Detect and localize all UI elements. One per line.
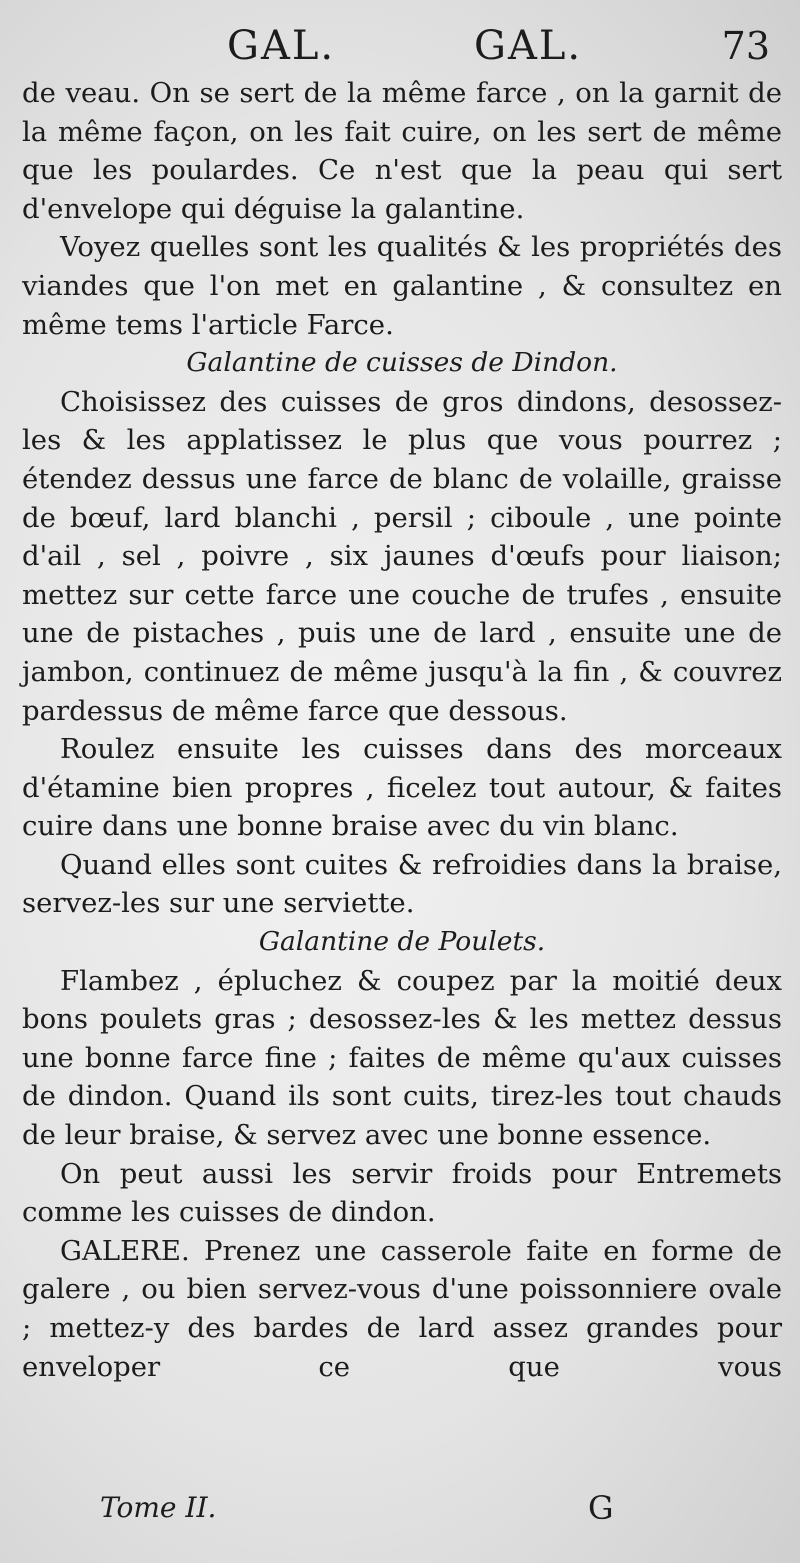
page-body [22,74,782,1386]
running-header [22,18,786,74]
section-title: Galantine de cuisses de Dindon. [186,347,618,379]
paragraph-continued: de veau. On se sert de la même farce , on la garnit de la même façon, on les fait cuire, on les sert de même que les poulardes. Ce n'est que la peau qui sert d'envelope qui déguise la galantine. [22,77,782,225]
paragraph: Roulez ensuite les cuisses dans des morceaux d'étamine bien propres , ficelez tout autour, & faites cuire dans une bonne braise avec du vin blanc. [22,733,782,843]
gathering-mark: G [588,1489,614,1527]
section-title: Galantine de Poulets. [258,926,546,958]
paragraph: On peut aussi les servir froids pour Entremets comme les cuisses de dindon. [22,1157,782,1229]
running-head-right: GAL. [474,23,583,69]
paragraph: Quand elles sont cuites & refroidies dans la braise, servez-les sur une serviette. [22,848,782,920]
paragraph: Choisissez des cuisses de gros dindons, desossez-les & les applatissez le plus que vous pourrez ; étendez dessus une farce de blanc de volaille, graisse de bœuf, lard blanchi , persil ; ciboule , une pointe d'ail , sel , poivre , six jaunes d'œufs pour liaison; mettez sur cette farce une couche de trufes , ensuite une de pistaches , puis une de lard , ensuite une de jambon, continuez de même jusqu'à la fin , & couvrez pardessus de même farce que dessous. [22,385,782,727]
paragraph: Flambez , épluchez & coupez par la moitié deux bons poulets gras ; desossez-les & les mettez dessus une bonne farce fine ; faites de même qu'aux cuisses de dindon. Quand ils sont cuits, tirez-les tout chauds de leur braise, & servez avec une bonne essence. [22,964,782,1152]
paragraph-open: GALERE. Prenez une casserole faite en forme de galere , ou bien servez-vous d'une poissonniere ovale ; mettez-y des bardes de lard assez grandes pour enveloper ce que vous [22,1234,782,1383]
running-head-left: GAL. [227,23,336,69]
paragraph: Voyez quelles sont les qualités & les propriétés des viandes que l'on met en galantine , & consultez en même tems l'article Farce. [22,231,782,341]
page-number: 73 [721,24,770,68]
page-footer [0,1480,800,1536]
volume-signature: Tome II. [100,1491,217,1524]
